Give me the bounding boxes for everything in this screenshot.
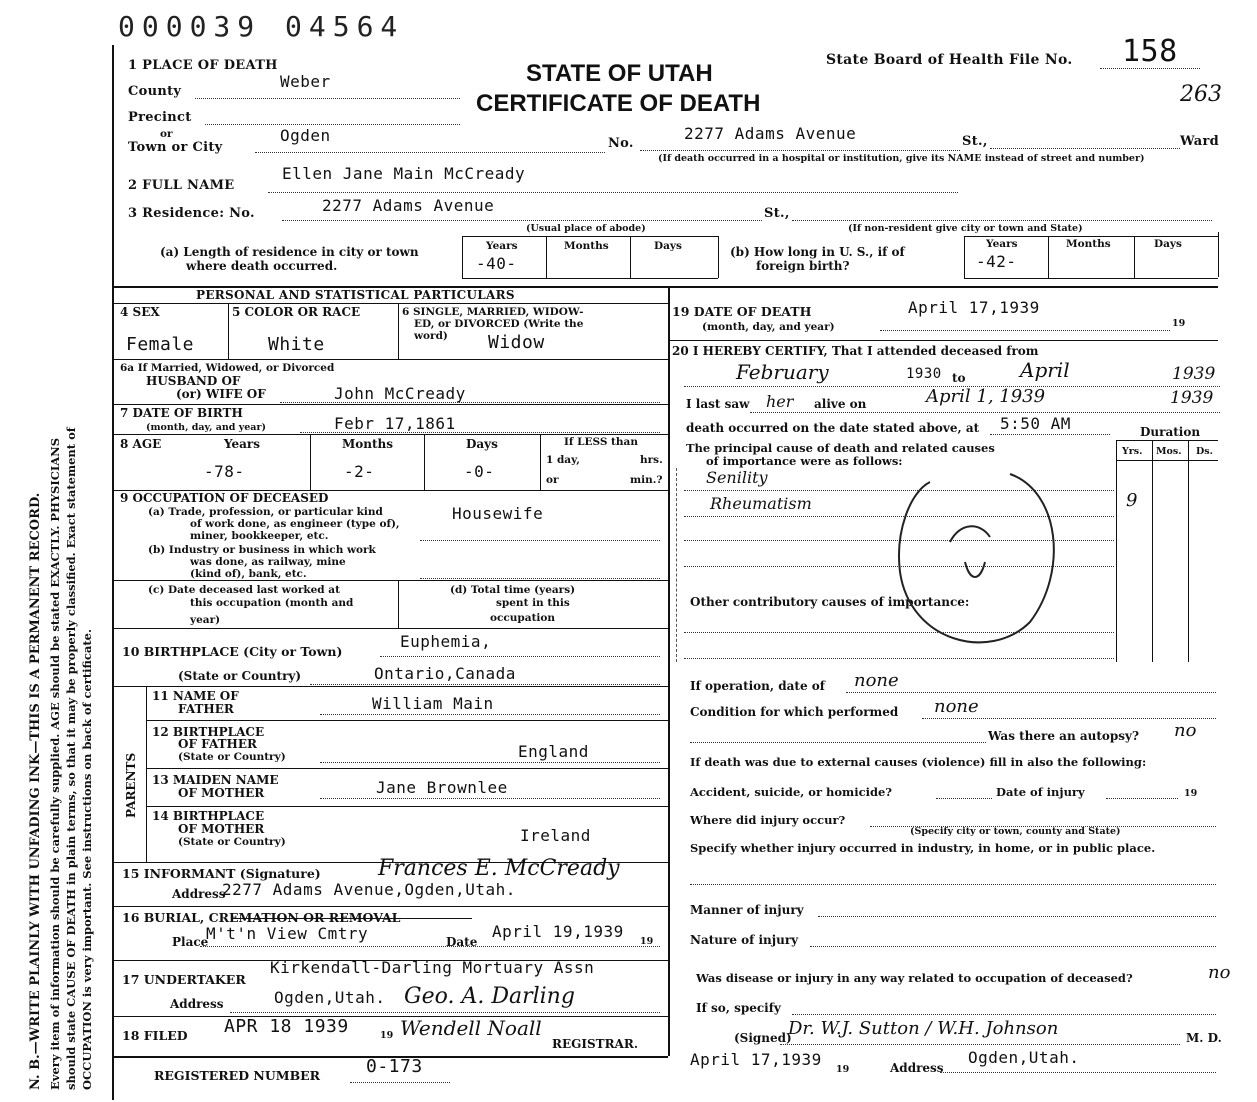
hrs-label: hrs. — [640, 454, 663, 466]
certify-to-label: to — [952, 371, 966, 385]
occupation-a-1: (a) Trade, profession, or particular kind — [148, 506, 383, 518]
file-number: 158 — [1122, 34, 1178, 69]
last-saw-her: her — [766, 392, 794, 411]
marital-label-2: ED, or DIVORCED (Write the — [414, 318, 584, 330]
injury-year: 19 — [1184, 788, 1198, 799]
marital-label-1: 6 SINGLE, MARRIED, WIDOW- — [402, 306, 584, 318]
marital-value: Widow — [488, 332, 545, 353]
occupation-d-3: occupation — [490, 612, 556, 624]
age-years: -78- — [204, 462, 245, 481]
cause-2-duration: 9 — [1126, 490, 1138, 511]
operation-label: If operation, date of — [690, 679, 825, 693]
county-value: Weber — [280, 72, 331, 91]
age-years-label: Years — [224, 437, 261, 451]
corner-number: 263 — [1180, 82, 1222, 107]
months-label-a: Months — [564, 240, 609, 252]
age-months: -2- — [344, 462, 375, 481]
date-of-death-label-2: (month, day, and year) — [702, 321, 835, 333]
us-label-1: (b) How long in U. S., if of — [730, 245, 905, 259]
informant-signature: Frances E. McCready — [378, 856, 620, 881]
min-label: min.? — [630, 474, 663, 486]
date-of-death-label-1: 19 DATE OF DEATH — [672, 304, 812, 319]
spouse-value: John McCready — [334, 384, 466, 403]
precinct-label: Precinct — [128, 110, 192, 125]
or-label: or — [160, 128, 173, 140]
specify-note: (Specify city or town, county and State) — [910, 826, 1121, 837]
occupation-c-2: this occupation (month and — [190, 597, 354, 609]
us-years: -42- — [976, 252, 1017, 271]
birth-date-value: Febr 17,1861 — [334, 414, 456, 433]
occupation-c-1: (c) Date deceased last worked at — [148, 584, 340, 596]
death-occurred-label: death occurred on the date stated above, at — [686, 421, 980, 435]
less-label-1: If LESS than — [564, 436, 638, 448]
filed-label: 18 FILED — [122, 1028, 188, 1043]
filed-year-suffix: 19 — [380, 1030, 394, 1041]
certificate-id: 000039 04564 — [118, 10, 405, 43]
mos-label: Mos. — [1156, 446, 1182, 457]
us-label-2: foreign birth? — [756, 259, 850, 273]
birth-date-label-2: (month, day, and year) — [146, 422, 266, 433]
margin-note-3: should state CAUSE OF DEATH in plain terms, so that it may be properly classified. Exact statement of — [64, 427, 78, 1090]
signed-year: 19 — [836, 1064, 850, 1075]
ward-label: Ward — [1180, 134, 1220, 149]
burial-label: 16 BURIAL, CREMATION OR REMOVAL — [122, 910, 401, 925]
condition-label: Condition for which performed — [690, 705, 899, 719]
circled-mark-drawing — [890, 462, 1070, 652]
occupation-b-1: (b) Industry or business in which work — [148, 544, 376, 556]
age-days-label: Days — [466, 437, 498, 451]
undertaker-signature: Geo. A. Darling — [404, 984, 575, 1009]
length-years: -40- — [476, 254, 517, 273]
abode-note: (Usual place of abode) — [526, 223, 646, 234]
mother-birthplace-label-3: (State or Country) — [178, 836, 286, 848]
nonres-note: (If non-resident give city or town and State) — [848, 223, 1083, 234]
informant-label: 15 INFORMANT (Signature) — [122, 866, 321, 881]
occupation-a-3: miner, bookkeeper, etc. — [190, 530, 329, 542]
father-name-label-1: 11 NAME OF — [152, 689, 239, 703]
occupation-heading: 9 OCCUPATION OF DECEASED — [120, 491, 329, 505]
signed-label: (Signed) — [734, 1031, 792, 1045]
margin-note-2: Every item of information should be carefully supplied. AGE should be stated EXACTLY. PHYSICIANS — [48, 437, 62, 1090]
registrar-label: REGISTRAR. — [552, 1037, 639, 1051]
town-label: Town or City — [128, 140, 223, 155]
mother-name-value: Jane Brownlee — [376, 778, 508, 797]
informant-address: 2277 Adams Avenue,Ogden,Utah. — [222, 880, 516, 899]
informant-address-label: Address — [172, 887, 226, 901]
undertaker-address: Ogden,Utah. — [274, 988, 386, 1007]
certify-from: February — [736, 360, 829, 384]
cause-label-1: The principal cause of death and related causes — [686, 441, 995, 455]
certify-from-year: 1930 — [906, 366, 942, 382]
residence-st-label: St., — [764, 206, 790, 221]
father-birthplace-label-3: (State or Country) — [178, 751, 286, 763]
title-certificate: CERTIFICATE OF DEATH — [476, 90, 761, 117]
place-of-death-heading: 1 PLACE OF DEATH — [128, 58, 278, 73]
undertaker-label: 17 UNDERTAKER — [122, 972, 246, 987]
occupation-d-1: (d) Total time (years) — [450, 584, 576, 596]
margin-note-4: OCCUPATION is very important. See instructions on back of certificate. — [80, 629, 94, 1090]
personal-header: PERSONAL AND STATISTICAL PARTICULARS — [196, 288, 515, 302]
birthplace-state-label: (State or Country) — [178, 669, 302, 683]
sex-label: 4 SEX — [120, 305, 160, 319]
margin-note-1: N. B.—WRITE PLAINLY WITH UNFADING INK—THIS IS A PERMANENT RECORD. — [28, 492, 43, 1090]
birthplace-state: Ontario,Canada — [374, 664, 516, 683]
age-days: -0- — [464, 462, 495, 481]
cause-label-2: of importance were as follows: — [706, 454, 903, 468]
autopsy-label: Was there an autopsy? — [988, 729, 1140, 743]
age-months-label: Months — [342, 437, 394, 451]
manner-label: Manner of injury — [690, 903, 804, 917]
mother-name-label-1: 13 MAIDEN NAME — [152, 773, 279, 787]
registrar-signature: Wendell Noall — [400, 1016, 542, 1040]
registered-value: 0-173 — [366, 1056, 423, 1077]
county-label: County — [128, 84, 182, 99]
other-causes-label: Other contributory causes of importance: — [690, 595, 970, 609]
birth-date-label-1: 7 DATE OF BIRTH — [120, 406, 243, 420]
birthplace-label: 10 BIRTHPLACE (City or Town) — [122, 644, 343, 659]
burial-place: M't'n View Cmtry — [206, 924, 369, 943]
street-value: 2277 Adams Avenue — [684, 124, 857, 143]
signed-address-label: Address — [890, 1061, 944, 1075]
burial-date: April 19,1939 — [492, 922, 624, 941]
title-state: STATE OF UTAH — [526, 60, 713, 87]
burial-place-label: Place — [172, 935, 209, 949]
full-name-value: Ellen Jane Main McCready — [282, 164, 526, 183]
occupation-d-2: spent in this — [496, 597, 570, 609]
color-value: White — [268, 334, 325, 355]
condition-value: none — [934, 696, 979, 717]
length-label-2: where death occurred. — [186, 259, 338, 273]
occupation-value: Housewife — [452, 504, 544, 523]
spouse-label-3: (or) WIFE OF — [176, 387, 266, 401]
hospital-note: (If death occurred in a hospital or institution, give its NAME instead of street and number) — [658, 153, 1145, 164]
color-label: 5 COLOR OR RACE — [232, 305, 361, 319]
years-label-a: Years — [486, 240, 518, 252]
length-label-1: (a) Length of residence in city or town — [160, 245, 419, 259]
date-of-death-year: 19 — [1172, 318, 1186, 329]
days-label-b: Days — [1154, 238, 1182, 250]
injury-date-label: Date of injury — [996, 785, 1085, 799]
filed-date: APR 18 1939 — [224, 1016, 349, 1037]
age-label: 8 AGE — [120, 437, 162, 451]
father-name-value: William Main — [372, 694, 494, 713]
years-label-b: Years — [986, 238, 1018, 250]
last-saw-label-1: I last saw — [686, 397, 750, 411]
parents-label: PARENTS — [124, 752, 138, 818]
occupation-c-3: year) — [190, 614, 221, 626]
duration-label: Duration — [1140, 425, 1201, 439]
certify-to-year: 1939 — [1172, 364, 1216, 384]
father-birthplace-label-2: OF FATHER — [178, 737, 258, 751]
last-saw-year: 1939 — [1170, 388, 1214, 408]
sex-value: Female — [126, 334, 195, 355]
father-name-label-2: FATHER — [178, 702, 234, 716]
or-label-age: or — [546, 474, 559, 486]
autopsy-value: no — [1174, 720, 1197, 741]
last-saw-label-2: alive on — [814, 397, 867, 411]
if-so-label: If so, specify — [696, 1001, 781, 1015]
days-label-a: Days — [654, 240, 682, 252]
related-value: no — [1208, 962, 1231, 983]
birthplace-city: Euphemia, — [400, 632, 492, 651]
marital-label-3: word) — [414, 330, 448, 342]
file-number-label: State Board of Health File No. — [826, 52, 1073, 68]
mother-birthplace-value: Ireland — [520, 826, 591, 845]
spouse-label-2: HUSBAND OF — [146, 374, 241, 388]
occupation-b-3: (kind of), bank, etc. — [190, 568, 307, 580]
last-saw-date: April 1, 1939 — [926, 386, 1046, 407]
certify-label: 20 I HEREBY CERTIFY, That I attended deceased from — [672, 344, 1039, 358]
yrs-label: Yrs. — [1122, 446, 1143, 457]
occupation-a-2: of work done, as engineer (type of), — [190, 518, 400, 530]
st-label: St., — [962, 134, 988, 149]
residence-value: 2277 Adams Avenue — [322, 196, 495, 215]
nature-label: Nature of injury — [690, 933, 799, 947]
death-time: 5:50 AM — [1000, 414, 1071, 433]
industry-label: Specify whether injury occurred in industry, in home, or in public place. — [690, 841, 1156, 855]
spouse-label-1: 6a If Married, Widowed, or Divorced — [120, 362, 335, 374]
burial-date-label: Date — [446, 935, 478, 949]
date-of-death-value: April 17,1939 — [908, 298, 1040, 317]
undertaker-value: Kirkendall-Darling Mortuary Assn — [270, 958, 595, 977]
cause-2: Rheumatism — [710, 494, 812, 513]
mother-birthplace-label-1: 14 BIRTHPLACE — [152, 809, 265, 823]
signed-address: Ogden,Utah. — [968, 1048, 1080, 1067]
related-label: Was disease or injury in any way related to occupation of deceased? — [696, 971, 1133, 985]
less-label-2: 1 day, — [546, 454, 580, 466]
external-label: If death was due to external causes (violence) fill in also the following: — [690, 755, 1147, 769]
ds-label: Ds. — [1196, 446, 1213, 457]
operation-value: none — [854, 670, 899, 691]
months-label-b: Months — [1066, 238, 1111, 250]
mother-birthplace-label-2: OF MOTHER — [178, 822, 265, 836]
accident-label: Accident, suicide, or homicide? — [690, 785, 893, 799]
signed-value: Dr. W.J. Sutton / W.H. Johnson — [788, 1018, 1059, 1039]
signed-date: April 17,1939 — [690, 1050, 822, 1069]
no-label: No. — [608, 136, 634, 151]
cause-1: Senility — [706, 468, 768, 487]
registered-label: REGISTERED NUMBER — [154, 1068, 321, 1083]
undertaker-address-label: Address — [170, 997, 224, 1011]
father-birthplace-value: England — [518, 742, 589, 761]
occupation-b-2: was done, as railway, mine — [190, 556, 346, 568]
father-birthplace-label-1: 12 BIRTHPLACE — [152, 725, 265, 739]
md-label: M. D. — [1186, 1031, 1222, 1045]
certify-to: April — [1020, 358, 1070, 382]
town-value: Ogden — [280, 126, 331, 145]
where-label: Where did injury occur? — [690, 813, 846, 827]
burial-year-suffix: 19 — [640, 936, 654, 947]
full-name-label: 2 FULL NAME — [128, 178, 235, 193]
mother-name-label-2: OF MOTHER — [178, 786, 265, 800]
residence-label: 3 Residence: No. — [128, 206, 255, 221]
